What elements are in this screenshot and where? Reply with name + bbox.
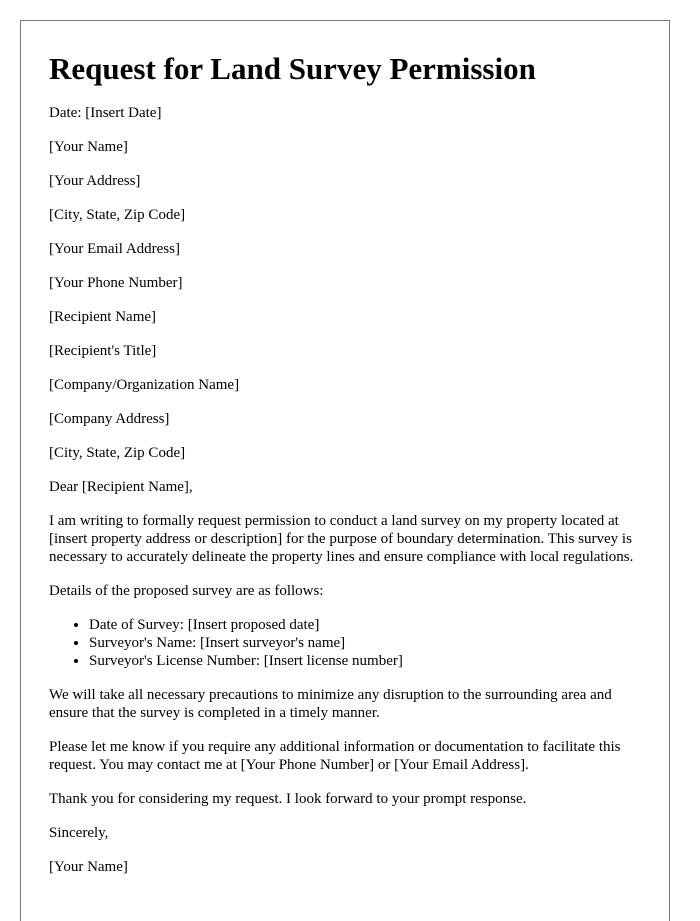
date-line: Date: [Insert Date] bbox=[49, 105, 162, 121]
recipient-company-address: [Company Address] bbox=[49, 411, 170, 427]
survey-details-list bbox=[49, 616, 649, 670]
salutation: Dear [Recipient Name], bbox=[49, 479, 193, 495]
details-intro: Details of the proposed survey are as follows: bbox=[49, 583, 324, 599]
precautions-paragraph: We will take all necessary precautions to minimize any disruption to the surrounding area and ensure that the survey is completed in a timely manner. bbox=[49, 687, 612, 721]
sender-phone: [Your Phone Number] bbox=[49, 275, 183, 291]
sender-name: [Your Name] bbox=[49, 139, 128, 155]
list-item: • Surveyor's License Number: [Insert license number] bbox=[89, 652, 649, 670]
signature: [Your Name] bbox=[49, 859, 128, 875]
sender-city-state-zip: [City, State, Zip Code] bbox=[49, 207, 186, 223]
thanks-paragraph: Thank you for considering my request. I look forward to your prompt response. bbox=[49, 791, 527, 807]
letter-title: Request for Land Survey Permission bbox=[49, 51, 536, 86]
recipient-title: [Recipient's Title] bbox=[49, 343, 157, 359]
sender-address: [Your Address] bbox=[49, 173, 141, 189]
list-item: • Surveyor's Name: [Insert surveyor's name] bbox=[89, 634, 649, 652]
letter-page bbox=[20, 20, 670, 921]
contact-paragraph: Please let me know if you require any additional information or documentation to facilitate this request. You may contact me at [Your Phone Number] or [Your Email Address]. bbox=[49, 739, 621, 773]
intro-paragraph: I am writing to formally request permission to conduct a land survey on my property located at [insert property address or description] for the purpose of boundary determination. This survey is necessary to accurately delineate the property lines and ensure compliance with local regulations. bbox=[49, 513, 634, 565]
list-item: • Date of Survey: [Insert proposed date] bbox=[89, 616, 649, 634]
recipient-city-state-zip: [City, State, Zip Code] bbox=[49, 445, 186, 461]
recipient-name: [Recipient Name] bbox=[49, 309, 157, 325]
recipient-company: [Company/Organization Name] bbox=[49, 377, 240, 393]
sender-email: [Your Email Address] bbox=[49, 241, 180, 257]
closing: Sincerely, bbox=[49, 825, 109, 841]
